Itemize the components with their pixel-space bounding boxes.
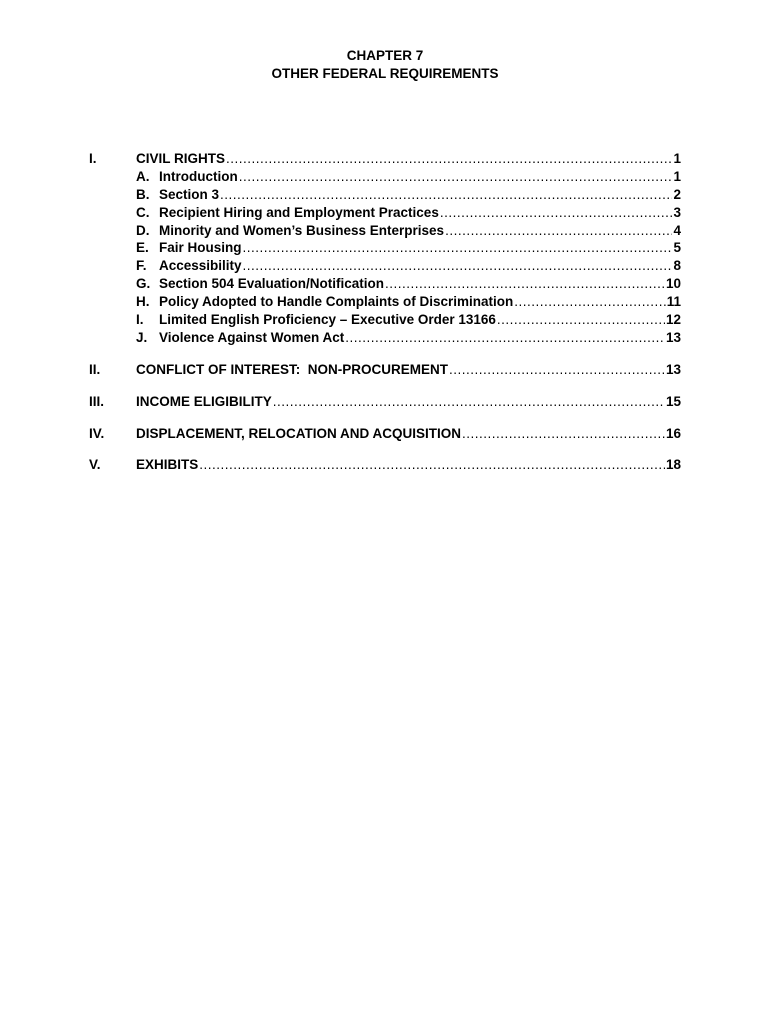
subsection-title: Violence Against Women Act (159, 329, 345, 345)
dot-leader (243, 257, 673, 275)
subsection-title: Section 504 Evaluation/Notification (159, 276, 385, 292)
section-title: CONFLICT OF INTEREST: NON-PROCUREMENT (136, 361, 448, 377)
toc-subentry[interactable] (89, 257, 681, 275)
dot-leader (239, 168, 673, 186)
toc-section-displacement (89, 425, 681, 443)
toc-entry[interactable] (89, 361, 681, 379)
toc-subentry[interactable] (89, 168, 681, 186)
dot-leader (243, 239, 673, 257)
dot-leader (449, 361, 665, 379)
page-number: 18 (665, 457, 681, 473)
subsection-letter: F. (136, 258, 147, 274)
page-number: 13 (665, 361, 681, 377)
subsection-title: Limited English Proficiency – Executive Order 13166 (159, 312, 496, 328)
subsection-letter: I. (136, 312, 144, 328)
dot-leader (462, 425, 665, 443)
section-title: DISPLACEMENT, RELOCATION AND ACQUISITION (136, 425, 462, 441)
page-number: 5 (673, 240, 681, 256)
toc-subentry[interactable] (89, 186, 681, 204)
page-number: 8 (673, 258, 681, 274)
dot-leader (273, 393, 665, 411)
dot-leader (440, 204, 673, 222)
toc-section-conflict-of-interest (89, 361, 681, 379)
page-number: 13 (665, 329, 681, 345)
page-number: 1 (673, 168, 681, 184)
page-number: 3 (673, 204, 681, 220)
dot-leader (385, 275, 665, 293)
page-number: 15 (665, 393, 681, 409)
subsection-title: Fair Housing (159, 240, 242, 256)
toc-subentry[interactable] (89, 222, 681, 240)
subsection-title: Introduction (159, 168, 238, 184)
table-of-contents (89, 150, 681, 488)
subsection-letter: C. (136, 204, 150, 220)
section-numeral: V. (89, 457, 101, 473)
section-title: INCOME ELIGIBILITY (136, 393, 272, 409)
section-numeral: III. (89, 393, 105, 409)
dot-leader (497, 311, 665, 329)
toc-entry[interactable] (89, 456, 681, 474)
toc-subentry[interactable] (89, 311, 681, 329)
page-number: 12 (665, 312, 681, 328)
subsection-title: Section 3 (159, 186, 220, 202)
subsection-title: Recipient Hiring and Employment Practices (159, 204, 439, 220)
subsection-letter: J. (136, 329, 148, 345)
subsection-title: Policy Adopted to Handle Complaints of Discrimination (159, 294, 514, 310)
toc-section-exhibits (89, 456, 681, 474)
page-number: 11 (666, 294, 681, 310)
dot-leader (514, 293, 665, 311)
toc-subentry[interactable] (89, 204, 681, 222)
subsection-letter: B. (136, 186, 150, 202)
page-number: 1 (673, 151, 681, 166)
page-header (0, 47, 770, 83)
page-number: 4 (673, 222, 681, 238)
subsection-title: Accessibility (159, 258, 242, 274)
toc-entry[interactable] (89, 393, 681, 411)
section-title: EXHIBITS (136, 457, 199, 473)
toc-subentry[interactable] (89, 239, 681, 257)
dot-leader (226, 150, 672, 168)
subsection-letter: D. (136, 222, 150, 238)
section-numeral: I. (89, 151, 97, 166)
subsection-letter: G. (136, 276, 151, 292)
toc-subentry[interactable] (89, 329, 681, 347)
subsection-title: Minority and Women’s Business Enterprises (159, 222, 445, 238)
toc-subentry[interactable] (89, 293, 681, 311)
page-number: 2 (673, 186, 681, 202)
chapter-number: CHAPTER 7 (346, 48, 424, 63)
page-number: 16 (665, 425, 681, 441)
subsection-letter: H. (136, 294, 150, 310)
section-numeral: IV. (89, 425, 105, 441)
subsection-letter: E. (136, 240, 149, 256)
dot-leader (345, 329, 665, 347)
toc-subentry[interactable] (89, 275, 681, 293)
toc-section-income-eligibility (89, 393, 681, 411)
toc-entry[interactable] (89, 150, 681, 168)
section-numeral: II. (89, 361, 101, 377)
toc-section-civil-rights (89, 150, 681, 347)
page-number: 10 (665, 276, 681, 292)
dot-leader (445, 222, 672, 240)
section-title: CIVIL RIGHTS (136, 151, 226, 166)
dot-leader (199, 456, 665, 474)
toc-entry[interactable] (89, 425, 681, 443)
subsection-letter: A. (136, 168, 150, 184)
dot-leader (220, 186, 672, 204)
chapter-title: OTHER FEDERAL REQUIREMENTS (271, 66, 499, 81)
